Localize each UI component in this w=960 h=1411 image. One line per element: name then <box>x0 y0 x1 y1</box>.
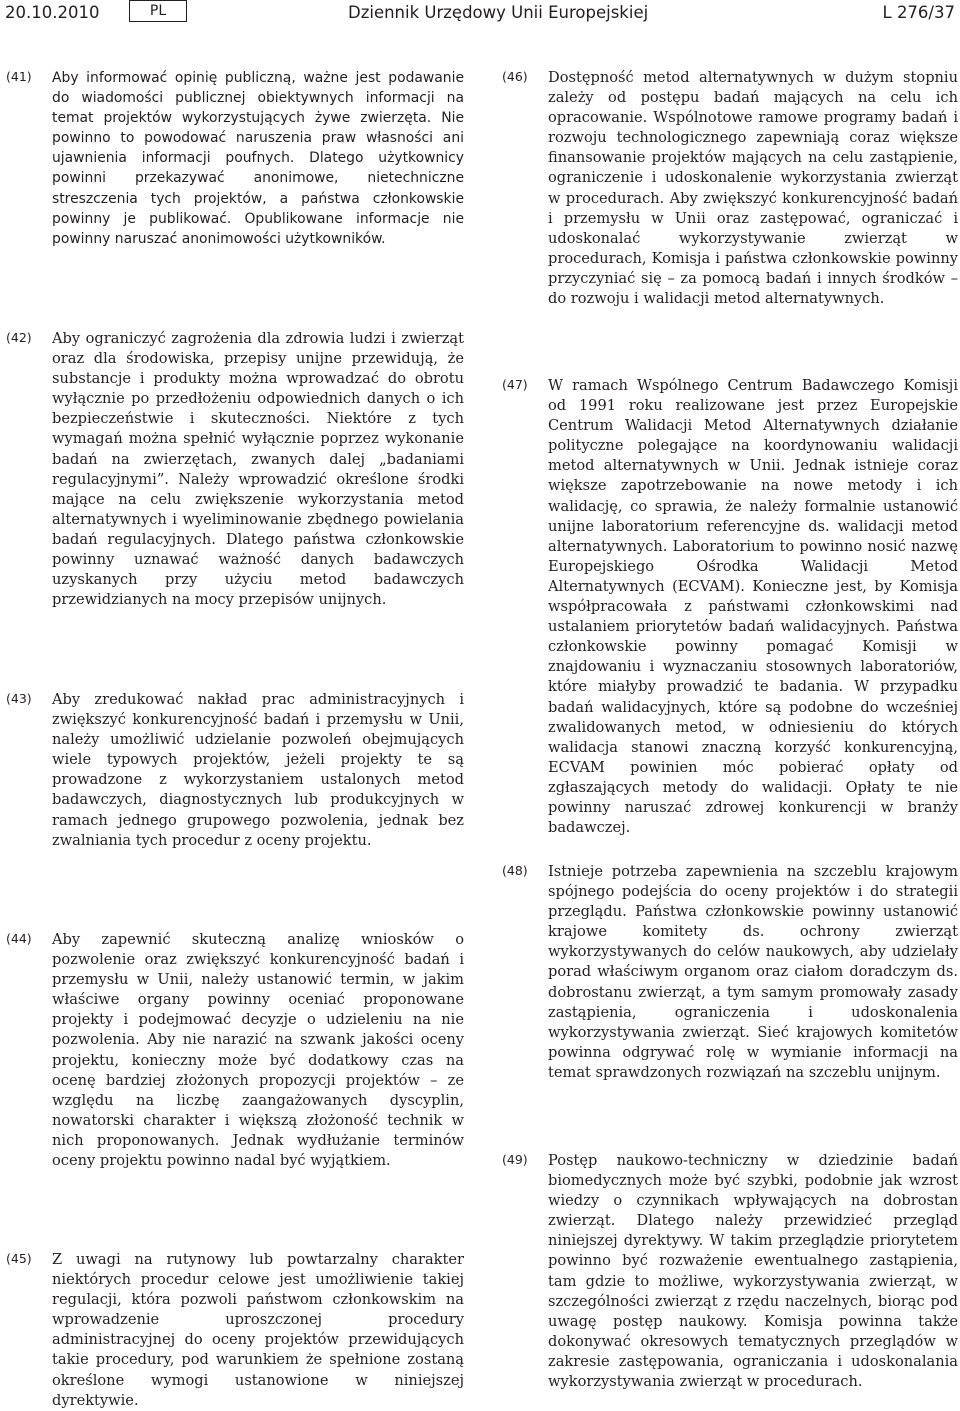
page-header <box>0 0 960 30</box>
recital-47 <box>502 376 958 838</box>
recital-49 <box>502 1151 958 1392</box>
recital-42 <box>6 329 464 610</box>
recital-text: Aby zapewnić skuteczną analizę wniosków o pozwolenie oraz zwiększyć konkurencyjność badań i przemysłu w Unii, należy ustanowić termin, w jakim właściwe organy powinny oceniać proponowane projekty i podejmować decyzje o udzieleniu na nie pozwolenia. Aby nie narazić na szwank jakości oceny projektu, konieczny może być dodatkowy czas na ocenę bardziej złożonych propozycji projektów – ze względu na liczbę zaangażowanych dyscyplin, nowatorski charakter i większą złożoność technik w nich proponowanych. Jednak wydłużanie terminów oceny projektu powinno nadal być wyjątkiem. <box>52 931 464 1170</box>
recital-number: (45) <box>6 1251 32 1266</box>
language-badge: PL <box>129 0 187 22</box>
recital-number: (47) <box>502 377 528 392</box>
recital-number: (48) <box>502 863 528 878</box>
recital-text: Postęp naukowo-techniczny w dziedzinie badań biomedycznych może być szybki, podobnie jak wzrost wiedzy o czynnikach wpływających na dobrostan zwierząt. Dlatego należy przewidzieć przegląd niniejszej dyrektywy. W takim przeglądzie priorytetem powinno być rozważenie ewentualnego zastąpienia, tam gdzie to możliwe, wykorzystywania zwierząt, w szczególności zwierząt z rzędu naczelnych, biorąc pod uwagę postęp naukowy. Komisja powinna także dokonywać okresowych tematycznych przeglądów w zakresie zastępowania, ograniczania i udoskonalania wykorzystywania zwierząt w procedurach. <box>548 1152 958 1391</box>
recital-number: (49) <box>502 1152 528 1167</box>
journal-title: Dziennik Urzędowy Unii Europejskiej <box>348 3 649 22</box>
recital-number: (46) <box>502 69 528 84</box>
recital-45 <box>6 1250 464 1411</box>
recital-text: W ramach Wspólnego Centrum Badawczego Komisji od 1991 roku realizowane jest przez Europejskie Centrum Walidacji Metod Alternatywnych działanie polityczne polegające na koordynowaniu walidacji metod alternatywnych w Unii. Jednak istnieje coraz większe zapotrzebowanie na nowe metody i ich walidację, co sprawia, że należy formalnie ustanowić unijne laboratorium referencyjne ds. walidacji metod alternatywnych. Laboratorium to powinno nosić nazwę Europejskiego Ośrodka Walidacji Metod Alternatywnych (ECVAM). Konieczne jest, by Komisja współpracowała z państwami członkowskimi nad ustalaniem priorytetów badań walidacyjnych. Państwa członkowskie powinny pomagać Komisji w znajdowaniu i wyznaczaniu stosownych laboratoriów, które miałyby prowadzić te badania. W przypadku badań walidacyjnych, które są podobne do wcześniej zwalidowanych metod, w odniesieniu do których walidacja stanowi znaczną korzyść konkurencyjną, ECVAM powinien móc pobierać opłaty od zgłaszających metody do walidacji. Opłaty te nie powinny naruszać zdrowej konkurencji w branży badawczej. <box>548 377 958 837</box>
recital-text: Aby informować opinię publiczną, ważne jest podawanie do wiadomości publicznej obiektywnych informacji na temat projektów wykorzystujących żywe zwierzęta. Nie powinno to powodować naruszenia praw własności ani ujawnienia informacji poufnych. Dlatego użytkownicy powinni przekazywać anonimowe, nietechniczne streszczenia tych projektów, a państwa członkowskie powinny je publikować. Opublikowane informacje nie powinny naruszać anonimowości użytkowników. <box>52 70 464 247</box>
recital-text: Z uwagi na rutynowy lub powtarzalny charakter niektórych procedur celowe jest umożliwienie takiej regulacji, która pozwoli państwom członkowskim na wprowadzenie uproszczonej procedury administracyjnej do oceny projektów przewidujących takie procedury, pod warunkiem że spełnione zostaną określone wymogi ustanowione w niniejszej dyrektywie. <box>52 1251 464 1409</box>
recital-text: Aby zredukować nakład prac administracyjnych i zwiększyć konkurencyjność badań i przemysłu w Unii, należy umożliwić udzielanie pozwoleń obejmujących wiele typowych projektów, jeżeli projekty te są prowadzone z wykorzystaniem ustalonych metod badawczych, diagnostycznych lub produkcyjnych w ramach jednego grupowego pozwolenia, jednak bez zwalniania tych procedur z oceny projektu. <box>52 691 464 849</box>
recital-number: (44) <box>6 931 32 946</box>
recital-48 <box>502 862 958 1083</box>
recital-46 <box>502 68 958 309</box>
recital-number: (42) <box>6 330 32 345</box>
recital-43 <box>6 690 464 851</box>
recital-41 <box>6 68 464 249</box>
publication-date: 20.10.2010 <box>5 3 100 22</box>
recital-44 <box>6 930 464 1171</box>
recital-text: Istnieje potrzeba zapewnienia na szczeblu krajowym spójnego podejścia do oceny projektów i do strategii przeglądu. Państwa członkowskie powinny ustanowić krajowe komitety ds. ochrony zwierząt wykorzystywanych do celów naukowych, aby udzielały porad właściwym organom oraz ciałom doradczym ds. dobrostanu zwierząt, a tym samym promowały zasady zastąpienia, ograniczenia i udoskonalenia wykorzystywania zwierząt. Sieć krajowych komitetów powinna odgrywać rolę w wymianie informacji na temat sprawdzonych rozwiązań na szczeblu unijnym. <box>548 863 958 1081</box>
page-reference: L 276/37 <box>882 3 955 22</box>
recital-number: (43) <box>6 691 32 706</box>
recital-text: Dostępność metod alternatywnych w dużym stopniu zależy od postępu badań mających na celu ich opracowanie. Wspólnotowe ramowe programy badań i rozwoju technologicznego zapewniają coraz większe finansowanie projektów mających na celu zastąpienie, ograniczenie i udoskonalenie wykorzystania zwierząt w procedurach. Aby zwiększyć konkurencyjność badań i przemysłu w Unii oraz zastępować, ograniczać i udoskonalać wykorzystywanie zwierząt w procedurach, Komisja i państwa członkowskie powinny przyczyniać się – za pomocą badań i innych środków – do rozwoju i walidacji metod alternatywnych. <box>548 69 958 308</box>
recital-number: (41) <box>6 69 32 84</box>
recital-text: Aby ograniczyć zagrożenia dla zdrowia ludzi i zwierząt oraz dla środowiska, przepisy unijne przewidują, że substancje i produkty można wprowadzać do obrotu wyłącznie po przedłożeniu odpowiednich danych o ich bezpieczeństwie i skuteczności. Niektóre z tych wymagań można spełnić wyłącznie poprzez wykonanie badań na zwierzętach, zwanych dalej „badaniami regulacyjnymi”. Należy wprowadzić określone środki mające na celu zwiększenie wykorzystania metod alternatywnych i wyeliminowanie zbędnego powielania badań regulacyjnych. Dlatego państwa członkowskie powinny uznawać ważność danych badawczych uzyskanych przy użyciu metod badawczych przewidzianych na mocy przepisów unijnych. <box>52 330 464 609</box>
